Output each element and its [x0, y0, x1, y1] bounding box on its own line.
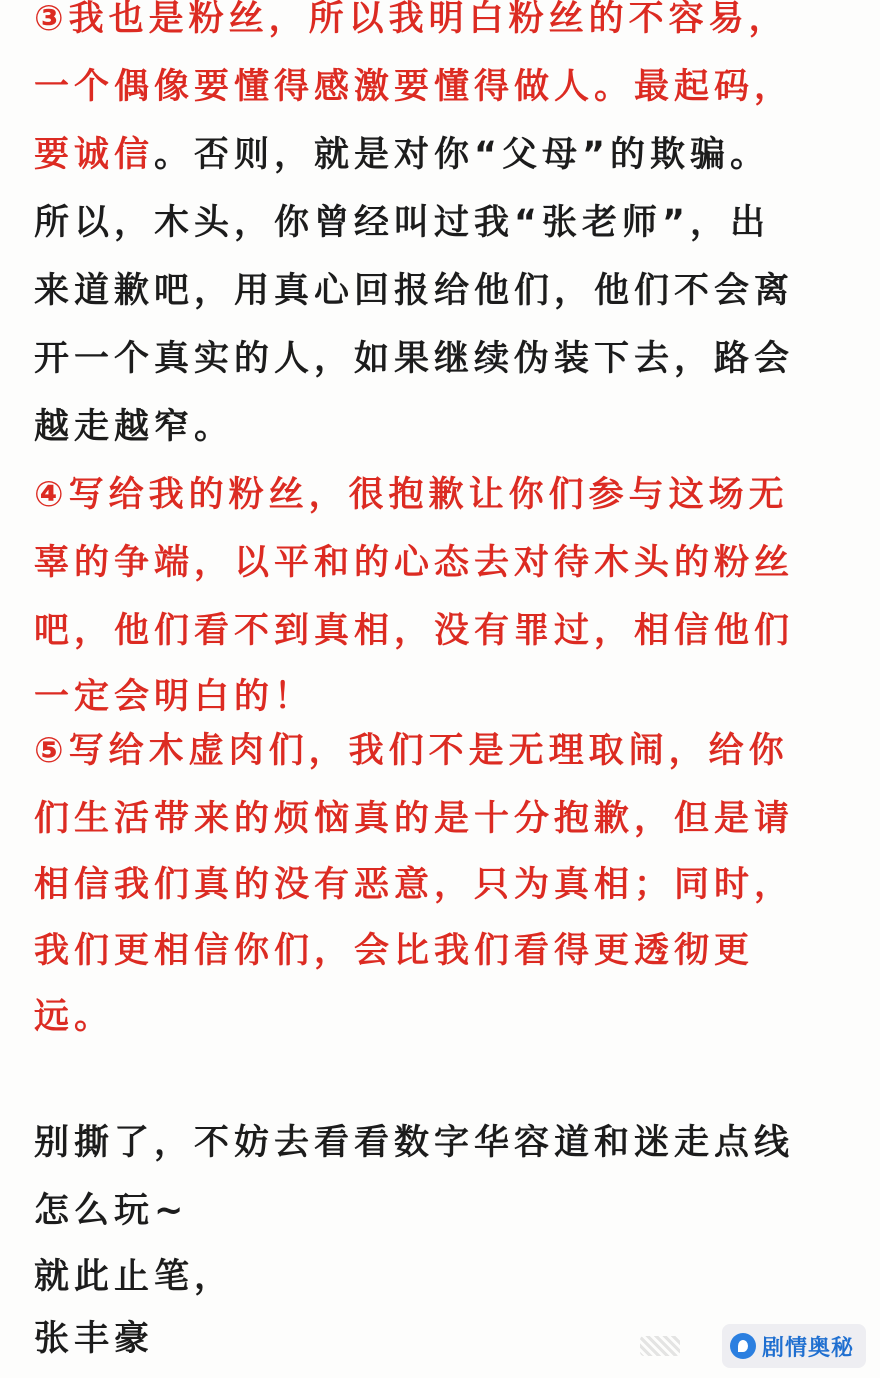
- paragraph5-line-4: 我们更相信你们，会比我们看得更透彻更: [34, 931, 755, 971]
- paragraph5-line-3: 相信我们真的没有恶意，只为真相；同时，: [34, 865, 795, 905]
- text-segment: 。否则，就是对你“父母”的欺骗。: [154, 135, 771, 175]
- paragraph4-line-3: 吧，他们看不到真相，没有罪过，相信他们: [34, 611, 795, 651]
- text-segment: ③我也是粉丝，所以我明白粉丝的不容易，: [34, 0, 789, 39]
- text-segment: 开一个真实的人，如果继续伪装下去，路会: [34, 339, 795, 379]
- drama-logo-icon: [730, 1333, 756, 1359]
- watermark-badge: [722, 1324, 866, 1368]
- paragraph3-line-7: [34, 394, 854, 460]
- paragraph3-line-1: [34, 0, 854, 52]
- paragraph3-line-6: [34, 326, 854, 392]
- paragraph5-line-2: 们生活带来的烦恼真的是十分抱歉，但是请: [34, 799, 795, 839]
- watermark-text: 剧情奥秘: [761, 1335, 854, 1361]
- watermark-noise: [640, 1336, 680, 1356]
- closing-line-3: 就此止笔，: [34, 1257, 235, 1297]
- text-segment: 要诚信: [34, 135, 155, 175]
- paragraph4-line-2: 辜的争端，以平和的心态去对待木头的粉丝: [34, 543, 795, 583]
- paragraph5-line-5: 远。: [34, 997, 115, 1037]
- paragraph3-line-4: [34, 190, 854, 256]
- paragraph4-line-1: ④写给我的粉丝，很抱歉让你们参与这场无: [34, 475, 789, 515]
- paragraph3-line-3: [34, 122, 854, 188]
- text-segment: 所以，木头，你曾经叫过我“张老师”，出: [34, 203, 771, 243]
- paragraph4-line-4: 一定会明白的！: [34, 677, 315, 717]
- paragraph3-line-2: [34, 54, 854, 120]
- signature: 张丰豪: [34, 1319, 155, 1359]
- paragraph3-line-5: [34, 258, 854, 324]
- closing-line-1: 别撕了，不妨去看看数字华容道和迷走点线: [34, 1123, 795, 1163]
- paragraph5-line-1: ⑤写给木虚肉们，我们不是无理取闹，给你: [34, 731, 789, 771]
- text-segment: 越走越窄。: [34, 407, 235, 447]
- text-segment: 一个偶像要懂得感激要懂得做人。最起码，: [34, 67, 795, 107]
- text-segment: 来道歉吧，用真心回报给他们，他们不会离: [34, 271, 795, 311]
- closing-line-2: 怎么玩~: [34, 1191, 189, 1231]
